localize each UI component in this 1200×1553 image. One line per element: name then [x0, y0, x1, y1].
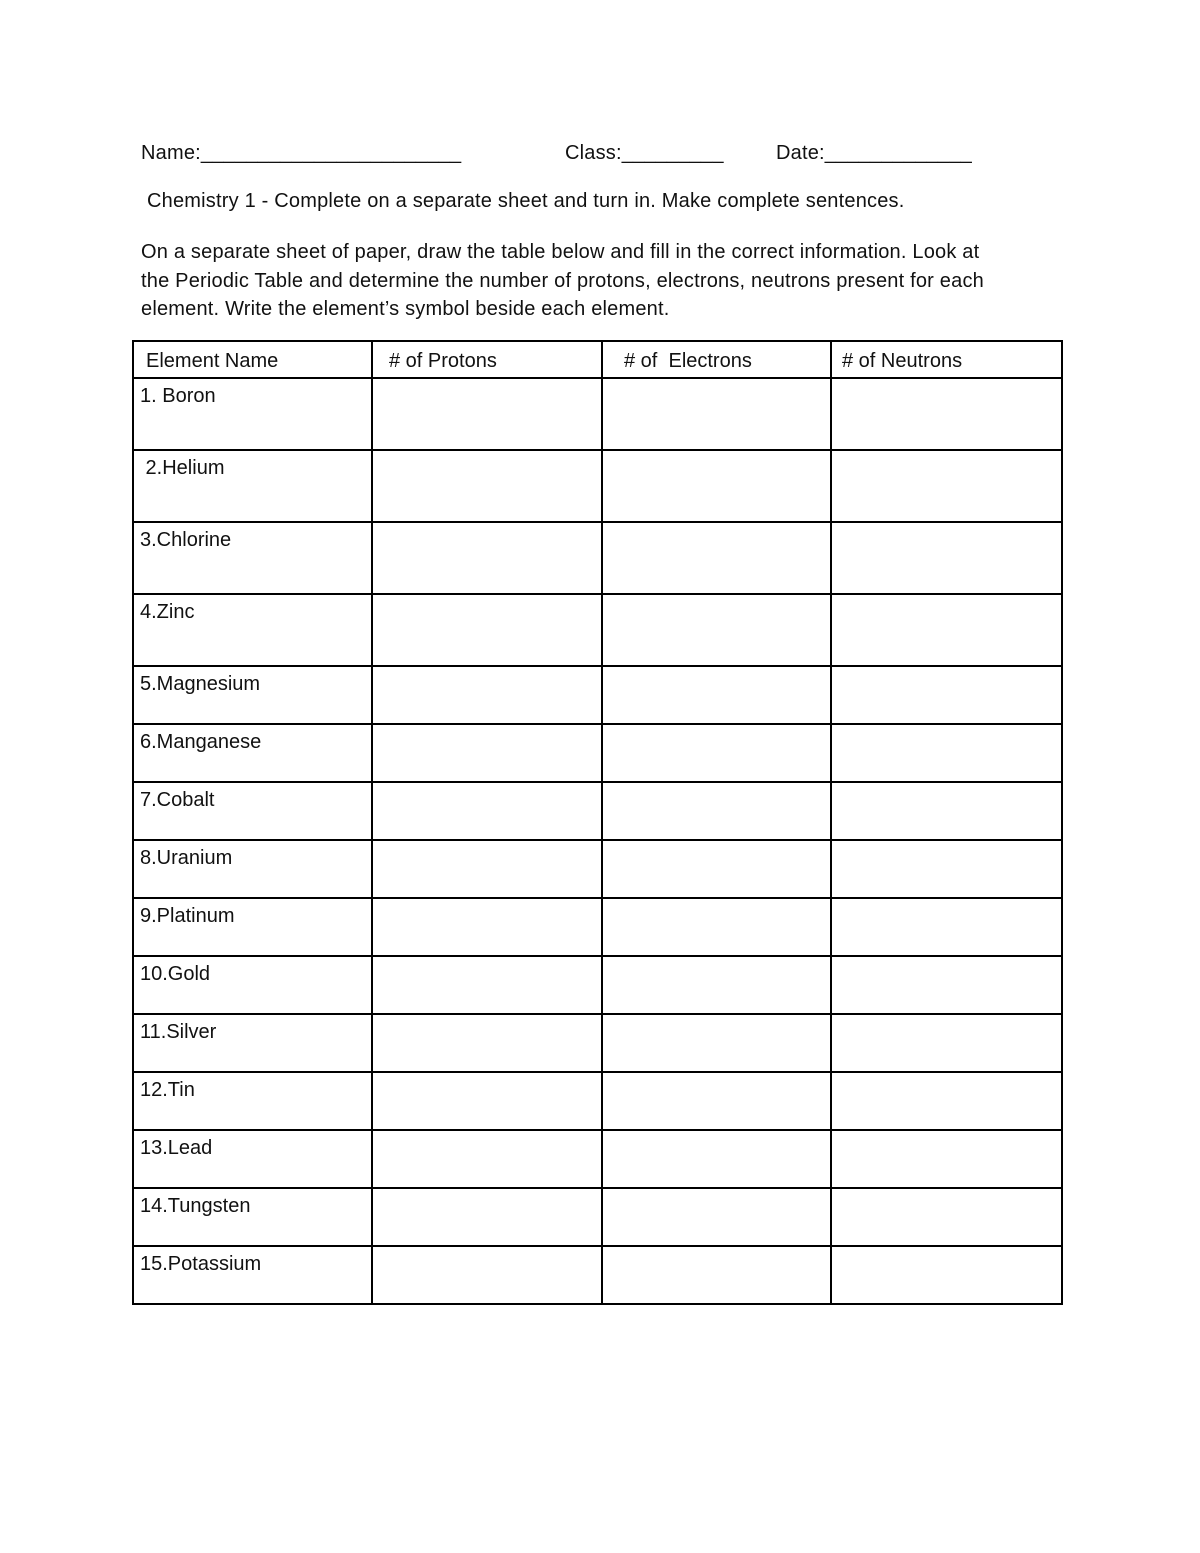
neutrons-cell[interactable] — [831, 724, 1062, 782]
electrons-cell[interactable] — [602, 724, 831, 782]
table-row — [133, 840, 1062, 898]
protons-cell[interactable] — [372, 378, 602, 450]
table-header-row — [133, 341, 1062, 378]
electrons-cell[interactable] — [602, 956, 831, 1014]
paragraph-line: On a separate sheet of paper, draw the table below and fill in the correct information. Look at — [141, 241, 980, 263]
table-row — [133, 956, 1062, 1014]
column-header-neutrons: # of Neutrons — [831, 341, 1062, 378]
element-name-cell: 4.Zinc — [133, 594, 372, 666]
element-table — [132, 340, 1063, 1305]
table-row — [133, 1246, 1062, 1304]
column-header-protons: # of Protons — [372, 341, 602, 378]
element-name-cell: 2.Helium — [133, 450, 372, 522]
paragraph-line: the Periodic Table and determine the number of protons, electrons, neutrons present for each — [141, 269, 984, 292]
protons-cell[interactable] — [372, 522, 602, 594]
table-row — [133, 724, 1062, 782]
element-name-cell: 11.Silver — [133, 1014, 372, 1072]
table-row — [133, 1014, 1062, 1072]
protons-cell[interactable] — [372, 594, 602, 666]
element-name-cell: 12.Tin — [133, 1072, 372, 1130]
class-field[interactable]: Class:_________ — [565, 142, 724, 164]
element-name-cell: 5.Magnesium — [133, 666, 372, 724]
electrons-cell[interactable] — [602, 450, 831, 522]
protons-cell[interactable] — [372, 898, 602, 956]
neutrons-cell[interactable] — [831, 1014, 1062, 1072]
electrons-cell[interactable] — [602, 1188, 831, 1246]
element-name-cell: 3.Chlorine — [133, 522, 372, 594]
protons-cell[interactable] — [372, 450, 602, 522]
instruction-paragraph — [141, 238, 1061, 324]
element-name-cell: 13.Lead — [133, 1130, 372, 1188]
table-row — [133, 782, 1062, 840]
protons-cell[interactable] — [372, 724, 602, 782]
table-row — [133, 1072, 1062, 1130]
protons-cell[interactable] — [372, 956, 602, 1014]
table-row — [133, 450, 1062, 522]
neutrons-cell[interactable] — [831, 782, 1062, 840]
neutrons-cell[interactable] — [831, 1130, 1062, 1188]
element-name-cell: 14.Tungsten — [133, 1188, 372, 1246]
protons-cell[interactable] — [372, 1130, 602, 1188]
electrons-cell[interactable] — [602, 782, 831, 840]
neutrons-cell[interactable] — [831, 594, 1062, 666]
electrons-cell[interactable] — [602, 1130, 831, 1188]
neutrons-cell[interactable] — [831, 840, 1062, 898]
neutrons-cell[interactable] — [831, 378, 1062, 450]
electrons-cell[interactable] — [602, 378, 831, 450]
neutrons-cell[interactable] — [831, 666, 1062, 724]
column-header-element-name: Element Name — [133, 341, 372, 378]
protons-cell[interactable] — [372, 1246, 602, 1304]
protons-cell[interactable] — [372, 840, 602, 898]
electrons-cell[interactable] — [602, 840, 831, 898]
element-name-cell: 7.Cobalt — [133, 782, 372, 840]
electrons-cell[interactable] — [602, 1072, 831, 1130]
protons-cell[interactable] — [372, 1188, 602, 1246]
name-field[interactable]: Name:_______________________ — [141, 142, 462, 164]
electrons-cell[interactable] — [602, 1246, 831, 1304]
electrons-cell[interactable] — [602, 666, 831, 724]
protons-cell[interactable] — [372, 1014, 602, 1072]
element-name-cell: 10.Gold — [133, 956, 372, 1014]
table-row — [133, 1188, 1062, 1246]
element-name-cell: 15.Potassium — [133, 1246, 372, 1304]
table-row — [133, 1130, 1062, 1188]
column-header-electrons: # of Electrons — [602, 341, 831, 378]
table-row — [133, 666, 1062, 724]
electrons-cell[interactable] — [602, 898, 831, 956]
table-row — [133, 522, 1062, 594]
electrons-cell[interactable] — [602, 522, 831, 594]
protons-cell[interactable] — [372, 1072, 602, 1130]
neutrons-cell[interactable] — [831, 898, 1062, 956]
neutrons-cell[interactable] — [831, 956, 1062, 1014]
instruction-text: Chemistry 1 - Complete on a separate sheet and turn in. Make complete sentences. — [147, 190, 905, 212]
protons-cell[interactable] — [372, 666, 602, 724]
neutrons-cell[interactable] — [831, 522, 1062, 594]
neutrons-cell[interactable] — [831, 450, 1062, 522]
neutrons-cell[interactable] — [831, 1188, 1062, 1246]
paragraph-line: element. Write the element’s symbol beside each element. — [141, 298, 670, 320]
electrons-cell[interactable] — [602, 594, 831, 666]
neutrons-cell[interactable] — [831, 1072, 1062, 1130]
element-name-cell: 9.Platinum — [133, 898, 372, 956]
table-row — [133, 594, 1062, 666]
element-name-cell: 1. Boron — [133, 378, 372, 450]
table-row — [133, 378, 1062, 450]
element-name-cell: 6.Manganese — [133, 724, 372, 782]
date-field[interactable]: Date:_____________ — [776, 142, 973, 164]
element-name-cell: 8.Uranium — [133, 840, 372, 898]
table-row — [133, 898, 1062, 956]
protons-cell[interactable] — [372, 782, 602, 840]
neutrons-cell[interactable] — [831, 1246, 1062, 1304]
electrons-cell[interactable] — [602, 1014, 831, 1072]
